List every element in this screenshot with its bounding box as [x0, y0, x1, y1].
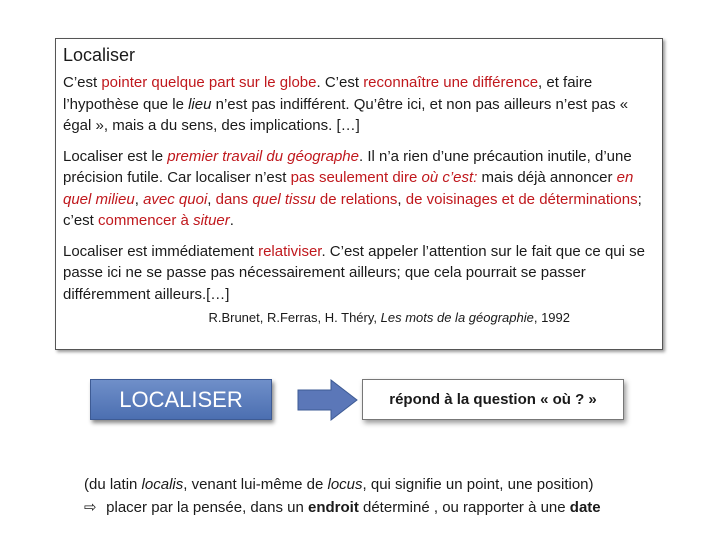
quote-paragraph-1 — [63, 72, 654, 137]
text-run: Localiser est le — [63, 147, 168, 165]
text-run: date — [569, 499, 601, 516]
text-run: localis — [141, 476, 184, 493]
text-run: ; c’est — [63, 190, 642, 229]
text-run: Les mots de la géographie — [380, 310, 534, 325]
localiser-term-box: LOCALISER — [90, 379, 272, 420]
etymology-line-1 — [84, 473, 704, 496]
quote-paragraph-2 — [63, 146, 654, 232]
text-run: , — [397, 190, 406, 208]
text-run: C’est — [63, 74, 102, 91]
text-run: Localiser est immédiatement — [63, 242, 259, 260]
text-run: premier travail du géographe — [167, 147, 359, 165]
text-run: . — [229, 212, 234, 229]
text-run: , — [207, 190, 216, 208]
text-run: . Il n’a rien d’une précaution inutile, d’une précision futile. Car localiser n’est — [63, 147, 632, 186]
quote-paragraph-3 — [63, 241, 654, 306]
arrow-right-icon: ⇨ — [84, 499, 97, 516]
text-run: dans — [215, 190, 253, 208]
etymology-line-2 — [84, 496, 704, 519]
text-run: , venant lui-même de — [183, 476, 328, 493]
text-run: où c’est: — [421, 169, 478, 186]
text-run: (du latin — [84, 476, 142, 493]
text-run: en quel milieu — [63, 169, 634, 208]
quote-title: Localiser — [63, 45, 136, 65]
text-run: commencer à — [98, 212, 194, 229]
text-run: quel tissu — [252, 190, 316, 208]
text-run: pointer quelque part sur le globe — [101, 74, 317, 91]
text-run: , — [134, 190, 144, 208]
text-run: reconnaître une différence — [363, 74, 539, 91]
etymology-block — [84, 473, 704, 519]
answer-box: répond à la question « où ? » — [362, 379, 624, 420]
text-run: , 1992 — [533, 310, 570, 325]
text-run: mais déjà annoncer — [477, 169, 617, 186]
text-run: pas seulement dire — [290, 169, 422, 186]
text-run: de voisinages et de déterminations — [405, 190, 638, 208]
text-run: avec quoi — [143, 190, 208, 208]
text-run: lieu — [188, 95, 212, 113]
text-run: endroit — [307, 499, 359, 516]
text-run: . C’est appeler l’attention sur le fait que ce qui se passe ici ne se passe pas nécessairement ailleurs; que cela pourrait se passer différemment ailleurs.[…] — [63, 242, 645, 303]
etymology-definition — [102, 499, 601, 516]
text-run: R.Brunet, R.Ferras, H. Théry, — [208, 310, 381, 325]
text-run: situer — [193, 212, 230, 229]
text-run: n’est pas indifférent. Qu’être ici, et non pas ailleurs n’est pas « égal », mais a du sens, des implications. […] — [63, 95, 629, 134]
text-run: de relations — [315, 190, 398, 208]
text-run: déterminé , ou rapporter à une — [358, 499, 570, 516]
quote-credit — [63, 310, 570, 325]
text-run: , et faire l’hypothèse que le — [63, 74, 593, 113]
text-run: relativiser — [258, 242, 322, 260]
text-run: . C’est — [316, 74, 364, 91]
text-run: locus — [327, 476, 363, 493]
quote-box — [55, 38, 663, 350]
text-run: , qui signifie un point, une position) — [362, 476, 594, 493]
right-arrow-icon — [297, 379, 359, 421]
text-run: placer par la pensée, dans un — [102, 499, 308, 516]
